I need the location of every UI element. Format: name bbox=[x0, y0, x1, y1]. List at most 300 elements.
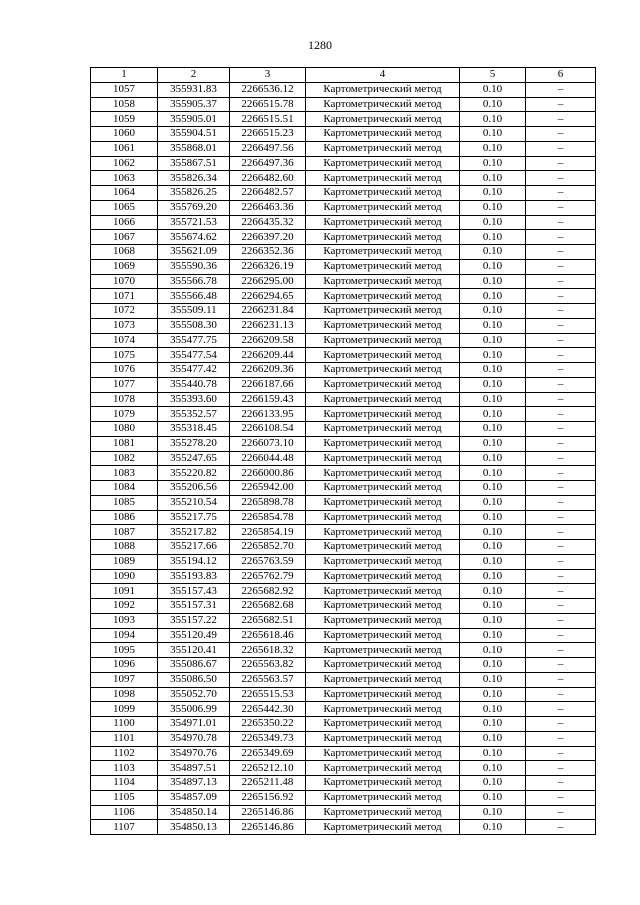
method-cell: Картометрический метод bbox=[306, 230, 460, 245]
y-coordinate-cell: 2265156.92 bbox=[230, 790, 306, 805]
point-number-cell: 1077 bbox=[91, 377, 158, 392]
table-row bbox=[91, 363, 596, 378]
method-cell: Картометрический метод bbox=[306, 599, 460, 614]
x-coordinate-cell: 355674.62 bbox=[158, 230, 230, 245]
y-coordinate-cell: 2265146.86 bbox=[230, 805, 306, 820]
y-coordinate-cell: 2266044.48 bbox=[230, 451, 306, 466]
table-row bbox=[91, 186, 596, 201]
table-row bbox=[91, 82, 596, 97]
method-cell: Картометрический метод bbox=[306, 466, 460, 481]
point-number-cell: 1102 bbox=[91, 746, 158, 761]
page-number: 1280 bbox=[308, 38, 332, 52]
method-cell: Картометрический метод bbox=[306, 672, 460, 687]
x-coordinate-cell: 355157.22 bbox=[158, 613, 230, 628]
method-cell: Картометрический метод bbox=[306, 112, 460, 127]
method-cell: Картометрический метод bbox=[306, 658, 460, 673]
table-row bbox=[91, 510, 596, 525]
note-cell: – bbox=[526, 687, 596, 702]
note-cell: – bbox=[526, 259, 596, 274]
x-coordinate-cell: 355157.43 bbox=[158, 584, 230, 599]
method-cell: Картометрический метод bbox=[306, 761, 460, 776]
y-coordinate-cell: 2266482.60 bbox=[230, 171, 306, 186]
x-coordinate-cell: 354850.14 bbox=[158, 805, 230, 820]
table-row bbox=[91, 495, 596, 510]
note-cell: – bbox=[526, 731, 596, 746]
note-cell: – bbox=[526, 525, 596, 540]
accuracy-cell: 0.10 bbox=[460, 348, 526, 363]
y-coordinate-cell: 2265563.82 bbox=[230, 658, 306, 673]
x-coordinate-cell: 355867.51 bbox=[158, 156, 230, 171]
table-row bbox=[91, 643, 596, 658]
note-cell: – bbox=[526, 141, 596, 156]
y-coordinate-cell: 2265212.10 bbox=[230, 761, 306, 776]
point-number-cell: 1065 bbox=[91, 200, 158, 215]
point-number-cell: 1082 bbox=[91, 451, 158, 466]
note-cell: – bbox=[526, 820, 596, 835]
note-cell: – bbox=[526, 422, 596, 437]
y-coordinate-cell: 2266159.43 bbox=[230, 392, 306, 407]
accuracy-cell: 0.10 bbox=[460, 451, 526, 466]
x-coordinate-cell: 355905.37 bbox=[158, 97, 230, 112]
point-number-cell: 1075 bbox=[91, 348, 158, 363]
accuracy-cell: 0.10 bbox=[460, 658, 526, 673]
point-number-cell: 1073 bbox=[91, 318, 158, 333]
x-coordinate-cell: 354970.76 bbox=[158, 746, 230, 761]
accuracy-cell: 0.10 bbox=[460, 554, 526, 569]
accuracy-cell: 0.10 bbox=[460, 156, 526, 171]
accuracy-cell: 0.10 bbox=[460, 259, 526, 274]
method-cell: Картометрический метод bbox=[306, 820, 460, 835]
note-cell: – bbox=[526, 186, 596, 201]
x-coordinate-cell: 354850.13 bbox=[158, 820, 230, 835]
accuracy-cell: 0.10 bbox=[460, 790, 526, 805]
y-coordinate-cell: 2266108.54 bbox=[230, 422, 306, 437]
accuracy-cell: 0.10 bbox=[460, 304, 526, 319]
y-coordinate-cell: 2266515.51 bbox=[230, 112, 306, 127]
x-coordinate-cell: 355194.12 bbox=[158, 554, 230, 569]
table-row bbox=[91, 333, 596, 348]
point-number-cell: 1094 bbox=[91, 628, 158, 643]
note-cell: – bbox=[526, 392, 596, 407]
point-number-cell: 1069 bbox=[91, 259, 158, 274]
point-number-cell: 1083 bbox=[91, 466, 158, 481]
method-cell: Картометрический метод bbox=[306, 274, 460, 289]
note-cell: – bbox=[526, 171, 596, 186]
note-cell: – bbox=[526, 613, 596, 628]
y-coordinate-cell: 2265442.30 bbox=[230, 702, 306, 717]
point-number-cell: 1079 bbox=[91, 407, 158, 422]
accuracy-cell: 0.10 bbox=[460, 127, 526, 142]
accuracy-cell: 0.10 bbox=[460, 805, 526, 820]
accuracy-cell: 0.10 bbox=[460, 761, 526, 776]
point-number-cell: 1059 bbox=[91, 112, 158, 127]
accuracy-cell: 0.10 bbox=[460, 97, 526, 112]
point-number-cell: 1091 bbox=[91, 584, 158, 599]
x-coordinate-cell: 355826.25 bbox=[158, 186, 230, 201]
y-coordinate-cell: 2266295.00 bbox=[230, 274, 306, 289]
method-cell: Картометрический метод bbox=[306, 746, 460, 761]
accuracy-cell: 0.10 bbox=[460, 672, 526, 687]
y-coordinate-cell: 2266397.20 bbox=[230, 230, 306, 245]
x-coordinate-cell: 355210.54 bbox=[158, 495, 230, 510]
x-coordinate-cell: 355086.50 bbox=[158, 672, 230, 687]
column-header-2: 2 bbox=[158, 68, 230, 83]
accuracy-cell: 0.10 bbox=[460, 731, 526, 746]
note-cell: – bbox=[526, 436, 596, 451]
column-header-1: 1 bbox=[91, 68, 158, 83]
accuracy-cell: 0.10 bbox=[460, 436, 526, 451]
method-cell: Картометрический метод bbox=[306, 702, 460, 717]
accuracy-cell: 0.10 bbox=[460, 717, 526, 732]
note-cell: – bbox=[526, 643, 596, 658]
accuracy-cell: 0.10 bbox=[460, 215, 526, 230]
x-coordinate-cell: 355440.78 bbox=[158, 377, 230, 392]
x-coordinate-cell: 355868.01 bbox=[158, 141, 230, 156]
table-header-row bbox=[91, 68, 596, 83]
point-number-cell: 1095 bbox=[91, 643, 158, 658]
y-coordinate-cell: 2266515.78 bbox=[230, 97, 306, 112]
x-coordinate-cell: 355769.20 bbox=[158, 200, 230, 215]
method-cell: Картометрический метод bbox=[306, 363, 460, 378]
x-coordinate-cell: 355477.75 bbox=[158, 333, 230, 348]
point-number-cell: 1101 bbox=[91, 731, 158, 746]
method-cell: Картометрический метод bbox=[306, 215, 460, 230]
x-coordinate-cell: 355206.56 bbox=[158, 481, 230, 496]
point-number-cell: 1060 bbox=[91, 127, 158, 142]
note-cell: – bbox=[526, 127, 596, 142]
accuracy-cell: 0.10 bbox=[460, 333, 526, 348]
table-row bbox=[91, 481, 596, 496]
note-cell: – bbox=[526, 658, 596, 673]
x-coordinate-cell: 354857.09 bbox=[158, 790, 230, 805]
note-cell: – bbox=[526, 746, 596, 761]
y-coordinate-cell: 2265349.69 bbox=[230, 746, 306, 761]
column-header-3: 3 bbox=[230, 68, 306, 83]
table-row bbox=[91, 407, 596, 422]
table-row bbox=[91, 776, 596, 791]
x-coordinate-cell: 355905.01 bbox=[158, 112, 230, 127]
y-coordinate-cell: 2266209.36 bbox=[230, 363, 306, 378]
note-cell: – bbox=[526, 245, 596, 260]
method-cell: Картометрический метод bbox=[306, 304, 460, 319]
y-coordinate-cell: 2266326.19 bbox=[230, 259, 306, 274]
note-cell: – bbox=[526, 481, 596, 496]
accuracy-cell: 0.10 bbox=[460, 613, 526, 628]
y-coordinate-cell: 2266073.10 bbox=[230, 436, 306, 451]
point-number-cell: 1066 bbox=[91, 215, 158, 230]
point-number-cell: 1089 bbox=[91, 554, 158, 569]
method-cell: Картометрический метод bbox=[306, 289, 460, 304]
table-row bbox=[91, 274, 596, 289]
table-row bbox=[91, 687, 596, 702]
x-coordinate-cell: 354897.13 bbox=[158, 776, 230, 791]
point-number-cell: 1072 bbox=[91, 304, 158, 319]
table-row bbox=[91, 672, 596, 687]
point-number-cell: 1084 bbox=[91, 481, 158, 496]
x-coordinate-cell: 355086.67 bbox=[158, 658, 230, 673]
note-cell: – bbox=[526, 112, 596, 127]
method-cell: Картометрический метод bbox=[306, 510, 460, 525]
x-coordinate-cell: 355508.30 bbox=[158, 318, 230, 333]
x-coordinate-cell: 355120.41 bbox=[158, 643, 230, 658]
accuracy-cell: 0.10 bbox=[460, 481, 526, 496]
accuracy-cell: 0.10 bbox=[460, 230, 526, 245]
table-body bbox=[91, 82, 596, 834]
note-cell: – bbox=[526, 569, 596, 584]
y-coordinate-cell: 2265682.68 bbox=[230, 599, 306, 614]
point-number-cell: 1107 bbox=[91, 820, 158, 835]
y-coordinate-cell: 2265618.46 bbox=[230, 628, 306, 643]
method-cell: Картометрический метод bbox=[306, 717, 460, 732]
table-row bbox=[91, 215, 596, 230]
y-coordinate-cell: 2265762.79 bbox=[230, 569, 306, 584]
x-coordinate-cell: 355477.54 bbox=[158, 348, 230, 363]
method-cell: Картометрический метод bbox=[306, 525, 460, 540]
point-number-cell: 1076 bbox=[91, 363, 158, 378]
note-cell: – bbox=[526, 702, 596, 717]
method-cell: Картометрический метод bbox=[306, 731, 460, 746]
accuracy-cell: 0.10 bbox=[460, 525, 526, 540]
y-coordinate-cell: 2266000.86 bbox=[230, 466, 306, 481]
accuracy-cell: 0.10 bbox=[460, 495, 526, 510]
accuracy-cell: 0.10 bbox=[460, 643, 526, 658]
method-cell: Картометрический метод bbox=[306, 790, 460, 805]
y-coordinate-cell: 2265515.53 bbox=[230, 687, 306, 702]
accuracy-cell: 0.10 bbox=[460, 82, 526, 97]
y-coordinate-cell: 2265618.32 bbox=[230, 643, 306, 658]
point-number-cell: 1080 bbox=[91, 422, 158, 437]
method-cell: Картометрический метод bbox=[306, 200, 460, 215]
accuracy-cell: 0.10 bbox=[460, 540, 526, 555]
x-coordinate-cell: 355904.51 bbox=[158, 127, 230, 142]
accuracy-cell: 0.10 bbox=[460, 466, 526, 481]
method-cell: Картометрический метод bbox=[306, 392, 460, 407]
table-row bbox=[91, 200, 596, 215]
y-coordinate-cell: 2266435.32 bbox=[230, 215, 306, 230]
method-cell: Картометрический метод bbox=[306, 481, 460, 496]
point-number-cell: 1078 bbox=[91, 392, 158, 407]
point-number-cell: 1057 bbox=[91, 82, 158, 97]
table-row bbox=[91, 731, 596, 746]
method-cell: Картометрический метод bbox=[306, 377, 460, 392]
table-row bbox=[91, 259, 596, 274]
method-cell: Картометрический метод bbox=[306, 156, 460, 171]
column-header-4: 4 bbox=[306, 68, 460, 83]
x-coordinate-cell: 354897.51 bbox=[158, 761, 230, 776]
y-coordinate-cell: 2266133.95 bbox=[230, 407, 306, 422]
y-coordinate-cell: 2265349.73 bbox=[230, 731, 306, 746]
table-row bbox=[91, 348, 596, 363]
x-coordinate-cell: 355477.42 bbox=[158, 363, 230, 378]
table-row bbox=[91, 304, 596, 319]
x-coordinate-cell: 355220.82 bbox=[158, 466, 230, 481]
note-cell: – bbox=[526, 200, 596, 215]
note-cell: – bbox=[526, 156, 596, 171]
method-cell: Картометрический метод bbox=[306, 540, 460, 555]
x-coordinate-cell: 355621.09 bbox=[158, 245, 230, 260]
point-number-cell: 1061 bbox=[91, 141, 158, 156]
x-coordinate-cell: 355393.60 bbox=[158, 392, 230, 407]
table-row bbox=[91, 156, 596, 171]
method-cell: Картометрический метод bbox=[306, 451, 460, 466]
accuracy-cell: 0.10 bbox=[460, 569, 526, 584]
method-cell: Картометрический метод bbox=[306, 245, 460, 260]
point-number-cell: 1071 bbox=[91, 289, 158, 304]
x-coordinate-cell: 355157.31 bbox=[158, 599, 230, 614]
method-cell: Картометрический метод bbox=[306, 554, 460, 569]
table-row bbox=[91, 171, 596, 186]
y-coordinate-cell: 2266231.84 bbox=[230, 304, 306, 319]
y-coordinate-cell: 2266209.44 bbox=[230, 348, 306, 363]
method-cell: Картометрический метод bbox=[306, 628, 460, 643]
table-row bbox=[91, 127, 596, 142]
note-cell: – bbox=[526, 407, 596, 422]
accuracy-cell: 0.10 bbox=[460, 628, 526, 643]
point-number-cell: 1093 bbox=[91, 613, 158, 628]
accuracy-cell: 0.10 bbox=[460, 584, 526, 599]
note-cell: – bbox=[526, 333, 596, 348]
table-row bbox=[91, 436, 596, 451]
note-cell: – bbox=[526, 495, 596, 510]
method-cell: Картометрический метод bbox=[306, 643, 460, 658]
method-cell: Картометрический метод bbox=[306, 127, 460, 142]
point-number-cell: 1097 bbox=[91, 672, 158, 687]
accuracy-cell: 0.10 bbox=[460, 702, 526, 717]
table-row bbox=[91, 658, 596, 673]
point-number-cell: 1081 bbox=[91, 436, 158, 451]
x-coordinate-cell: 355278.20 bbox=[158, 436, 230, 451]
table-row bbox=[91, 466, 596, 481]
point-number-cell: 1070 bbox=[91, 274, 158, 289]
table-row bbox=[91, 613, 596, 628]
note-cell: – bbox=[526, 82, 596, 97]
accuracy-cell: 0.10 bbox=[460, 746, 526, 761]
y-coordinate-cell: 2265211.48 bbox=[230, 776, 306, 791]
x-coordinate-cell: 355509.11 bbox=[158, 304, 230, 319]
table-row bbox=[91, 141, 596, 156]
y-coordinate-cell: 2265682.92 bbox=[230, 584, 306, 599]
table-row bbox=[91, 377, 596, 392]
point-number-cell: 1104 bbox=[91, 776, 158, 791]
x-coordinate-cell: 355217.75 bbox=[158, 510, 230, 525]
table-row bbox=[91, 112, 596, 127]
method-cell: Картометрический метод bbox=[306, 687, 460, 702]
table-row bbox=[91, 820, 596, 835]
x-coordinate-cell: 355566.78 bbox=[158, 274, 230, 289]
point-number-cell: 1064 bbox=[91, 186, 158, 201]
x-coordinate-cell: 355217.82 bbox=[158, 525, 230, 540]
table-row bbox=[91, 97, 596, 112]
y-coordinate-cell: 2265682.51 bbox=[230, 613, 306, 628]
accuracy-cell: 0.10 bbox=[460, 112, 526, 127]
accuracy-cell: 0.10 bbox=[460, 820, 526, 835]
y-coordinate-cell: 2266187.66 bbox=[230, 377, 306, 392]
point-number-cell: 1067 bbox=[91, 230, 158, 245]
y-coordinate-cell: 2265763.59 bbox=[230, 554, 306, 569]
y-coordinate-cell: 2266536.12 bbox=[230, 82, 306, 97]
accuracy-cell: 0.10 bbox=[460, 245, 526, 260]
accuracy-cell: 0.10 bbox=[460, 318, 526, 333]
x-coordinate-cell: 355217.66 bbox=[158, 540, 230, 555]
y-coordinate-cell: 2265350.22 bbox=[230, 717, 306, 732]
point-number-cell: 1087 bbox=[91, 525, 158, 540]
table-row bbox=[91, 702, 596, 717]
x-coordinate-cell: 355566.48 bbox=[158, 289, 230, 304]
y-coordinate-cell: 2265146.86 bbox=[230, 820, 306, 835]
method-cell: Картометрический метод bbox=[306, 259, 460, 274]
accuracy-cell: 0.10 bbox=[460, 599, 526, 614]
table-row bbox=[91, 746, 596, 761]
x-coordinate-cell: 355931.83 bbox=[158, 82, 230, 97]
method-cell: Картометрический метод bbox=[306, 422, 460, 437]
point-number-cell: 1058 bbox=[91, 97, 158, 112]
y-coordinate-cell: 2266482.57 bbox=[230, 186, 306, 201]
note-cell: – bbox=[526, 289, 596, 304]
y-coordinate-cell: 2266294.65 bbox=[230, 289, 306, 304]
accuracy-cell: 0.10 bbox=[460, 200, 526, 215]
note-cell: – bbox=[526, 717, 596, 732]
x-coordinate-cell: 355318.45 bbox=[158, 422, 230, 437]
accuracy-cell: 0.10 bbox=[460, 422, 526, 437]
table-row bbox=[91, 628, 596, 643]
table-row bbox=[91, 451, 596, 466]
method-cell: Картометрический метод bbox=[306, 333, 460, 348]
note-cell: – bbox=[526, 540, 596, 555]
y-coordinate-cell: 2266497.56 bbox=[230, 141, 306, 156]
point-number-cell: 1074 bbox=[91, 333, 158, 348]
method-cell: Картометрический метод bbox=[306, 407, 460, 422]
x-coordinate-cell: 354971.01 bbox=[158, 717, 230, 732]
note-cell: – bbox=[526, 584, 596, 599]
method-cell: Картометрический метод bbox=[306, 97, 460, 112]
y-coordinate-cell: 2266209.58 bbox=[230, 333, 306, 348]
point-number-cell: 1105 bbox=[91, 790, 158, 805]
accuracy-cell: 0.10 bbox=[460, 687, 526, 702]
point-number-cell: 1090 bbox=[91, 569, 158, 584]
note-cell: – bbox=[526, 230, 596, 245]
method-cell: Картометрический метод bbox=[306, 613, 460, 628]
y-coordinate-cell: 2265854.78 bbox=[230, 510, 306, 525]
accuracy-cell: 0.10 bbox=[460, 776, 526, 791]
note-cell: – bbox=[526, 466, 596, 481]
table-row bbox=[91, 318, 596, 333]
accuracy-cell: 0.10 bbox=[460, 392, 526, 407]
column-header-6: 6 bbox=[526, 68, 596, 83]
table-row bbox=[91, 717, 596, 732]
method-cell: Картометрический метод bbox=[306, 584, 460, 599]
point-number-cell: 1106 bbox=[91, 805, 158, 820]
point-number-cell: 1099 bbox=[91, 702, 158, 717]
note-cell: – bbox=[526, 672, 596, 687]
y-coordinate-cell: 2266352.36 bbox=[230, 245, 306, 260]
accuracy-cell: 0.10 bbox=[460, 141, 526, 156]
point-number-cell: 1085 bbox=[91, 495, 158, 510]
y-coordinate-cell: 2266497.36 bbox=[230, 156, 306, 171]
point-number-cell: 1103 bbox=[91, 761, 158, 776]
x-coordinate-cell: 355247.65 bbox=[158, 451, 230, 466]
point-number-cell: 1092 bbox=[91, 599, 158, 614]
note-cell: – bbox=[526, 628, 596, 643]
x-coordinate-cell: 355006.99 bbox=[158, 702, 230, 717]
x-coordinate-cell: 355193.83 bbox=[158, 569, 230, 584]
table-row bbox=[91, 761, 596, 776]
method-cell: Картометрический метод bbox=[306, 82, 460, 97]
table-row bbox=[91, 230, 596, 245]
note-cell: – bbox=[526, 363, 596, 378]
table-row bbox=[91, 289, 596, 304]
table-row bbox=[91, 805, 596, 820]
note-cell: – bbox=[526, 215, 596, 230]
